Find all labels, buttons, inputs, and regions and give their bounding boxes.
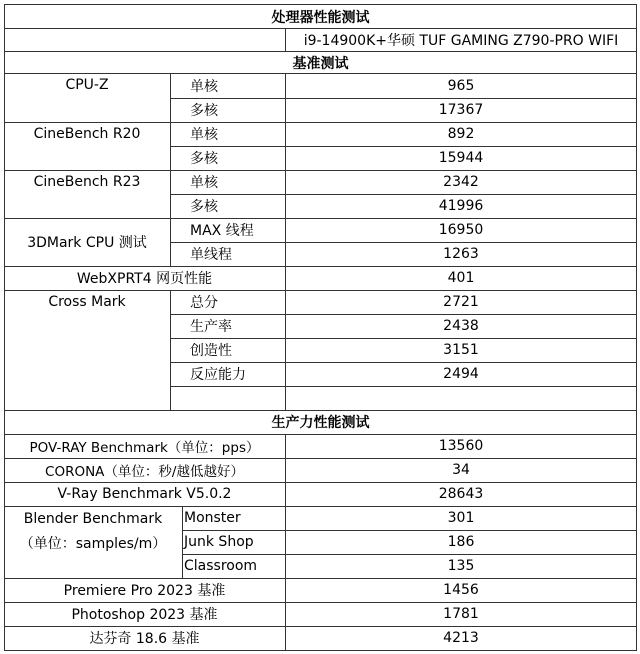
grid-line — [4, 602, 637, 603]
grid-line — [636, 4, 637, 651]
grid-line — [4, 51, 637, 52]
section-baseline: 基准测试 — [292, 55, 349, 72]
section-productivity: 生产力性能测试 — [271, 415, 370, 431]
webxprt-name: WebXPRT4 网页性能 — [76, 271, 213, 287]
r23-multi-label: 多核 — [190, 199, 218, 215]
grid-line — [170, 73, 171, 266]
povray-value: 13560 — [438, 438, 484, 454]
grid-line — [4, 506, 637, 507]
grid-line — [4, 73, 637, 74]
photoshop-name: Photoshop 2023 基准 — [71, 607, 218, 623]
3dmark-single-value: 1263 — [443, 246, 479, 262]
premiere-value: 1456 — [443, 582, 479, 598]
cpuz-single-label: 单核 — [190, 79, 218, 95]
crossmark-creativity-value: 3151 — [443, 342, 479, 358]
crossmark-name: Cross Mark — [48, 294, 126, 310]
grid-line — [4, 4, 637, 5]
grid-line — [170, 242, 637, 243]
corona-name: CORONA（单位：秒/越低越好） — [45, 464, 244, 480]
grid-line — [4, 218, 637, 219]
grid-line — [170, 194, 637, 195]
r23-name: CineBench R23 — [33, 174, 141, 190]
crossmark-productivity-value: 2438 — [443, 318, 479, 334]
r20-single-label: 单核 — [190, 127, 218, 143]
crossmark-total-label: 总分 — [190, 295, 218, 311]
grid-line — [4, 28, 637, 29]
grid-line — [4, 482, 637, 483]
cpuz-single-value: 965 — [447, 78, 475, 94]
grid-line — [182, 530, 637, 531]
r23-multi-value: 41996 — [438, 198, 484, 214]
grid-line — [4, 650, 637, 651]
3dmark-max-label: MAX 线程 — [190, 223, 254, 239]
r20-name: CineBench R20 — [33, 126, 141, 142]
crossmark-responsiveness-label: 反应能力 — [190, 367, 246, 383]
3dmark-max-value: 16950 — [438, 222, 484, 238]
grid-line — [170, 314, 637, 315]
grid-line — [170, 338, 637, 339]
grid-line — [4, 434, 637, 435]
r23-single-value: 2342 — [443, 174, 479, 190]
grid-line — [170, 362, 637, 363]
3dmark-name: 3DMark CPU 测试 — [27, 235, 147, 251]
grid-line — [285, 28, 286, 52]
webxprt-value: 401 — [447, 270, 475, 286]
grid-line — [4, 122, 637, 123]
grid-line — [4, 578, 637, 579]
r20-multi-value: 15944 — [438, 150, 484, 166]
blender-monster-value: 301 — [447, 510, 475, 526]
grid-line — [285, 434, 286, 650]
blender-classroom-value: 135 — [447, 558, 475, 574]
grid-line — [170, 146, 637, 147]
crossmark-productivity-label: 生产率 — [190, 319, 232, 335]
3dmark-single-label: 单线程 — [190, 247, 232, 263]
grid-line — [4, 290, 637, 291]
system-config: i9-14900K+华硕 TUF GAMING Z790-PRO WIFI — [303, 33, 619, 49]
table-title: 处理器性能测试 — [271, 9, 370, 26]
crossmark-total-value: 2721 — [443, 294, 479, 310]
blender-junkshop-label: Junk Shop — [184, 534, 254, 550]
cpuz-multi-label: 多核 — [190, 103, 218, 119]
grid-line — [4, 170, 637, 171]
crossmark-creativity-label: 创造性 — [190, 343, 232, 359]
blender-name-line2: （单位：samples/m） — [19, 536, 167, 552]
grid-line — [182, 506, 183, 578]
r20-single-value: 892 — [447, 126, 475, 142]
r23-single-label: 单核 — [190, 175, 218, 191]
grid-line — [285, 73, 286, 410]
grid-line — [170, 290, 171, 410]
grid-line — [4, 626, 637, 627]
vray-name: V-Ray Benchmark V5.0.2 — [57, 486, 232, 502]
photoshop-value: 1781 — [443, 606, 479, 622]
corona-value: 34 — [452, 462, 470, 478]
povray-name: POV-RAY Benchmark（单位：pps） — [29, 440, 260, 456]
davinci-value: 4213 — [443, 630, 479, 646]
blender-name-line1: Blender Benchmark — [23, 511, 163, 527]
grid-line — [4, 458, 637, 459]
grid-line — [170, 98, 637, 99]
davinci-name: 达芬奇 18.6 基准 — [89, 631, 200, 647]
grid-line — [4, 410, 637, 411]
grid-line — [4, 266, 637, 267]
cpuz-name: CPU-Z — [65, 77, 109, 93]
blender-classroom-label: Classroom — [184, 558, 258, 574]
r20-multi-label: 多核 — [190, 151, 218, 167]
grid-line — [170, 386, 637, 387]
crossmark-responsiveness-value: 2494 — [443, 366, 479, 382]
grid-line — [4, 4, 5, 651]
grid-line — [182, 554, 637, 555]
cpuz-multi-value: 17367 — [438, 102, 484, 118]
vray-value: 28643 — [438, 486, 484, 502]
premiere-name: Premiere Pro 2023 基准 — [63, 583, 226, 599]
blender-monster-label: Monster — [184, 510, 241, 526]
blender-junkshop-value: 186 — [447, 534, 475, 550]
